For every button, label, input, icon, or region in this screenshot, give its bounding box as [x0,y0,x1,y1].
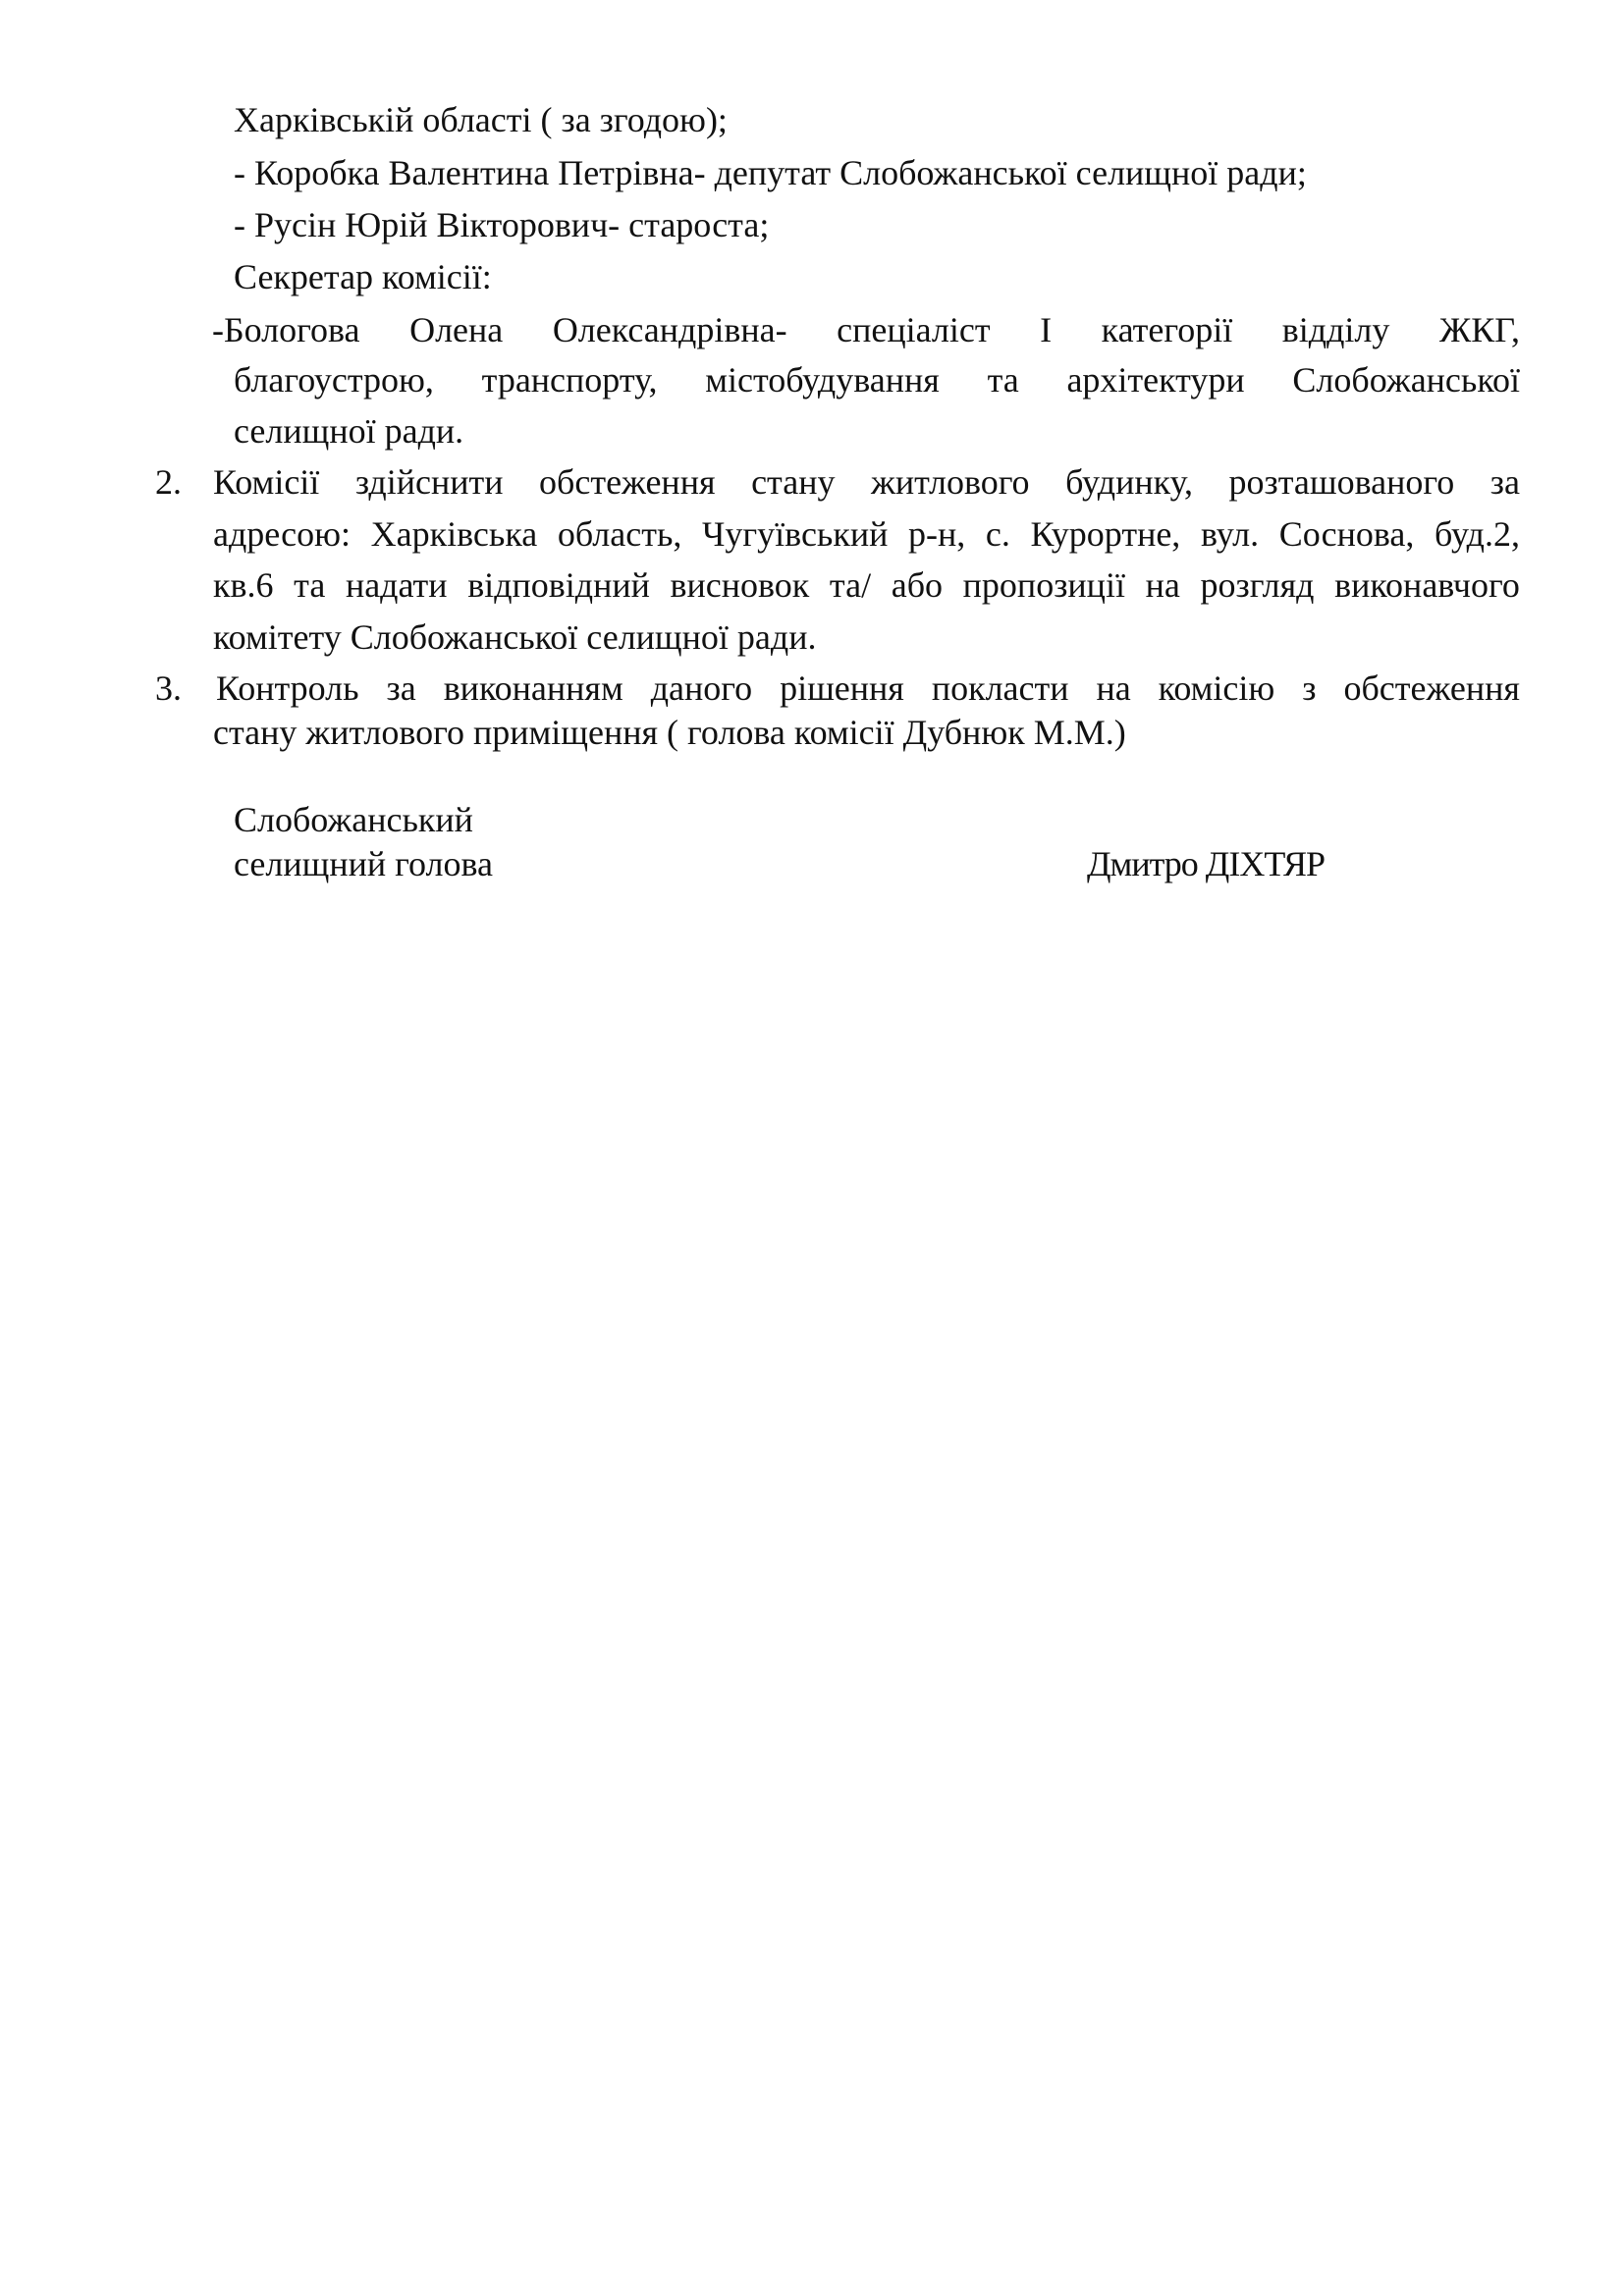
word: відділу [1281,310,1390,349]
word: рішення [780,668,904,708]
word: вул. [1200,514,1260,554]
word: кв.6 [213,565,274,605]
word: Курортне, [1030,514,1181,554]
word: І [1040,310,1053,349]
word: та [987,360,1019,400]
signature-title-line-1: Слобожанський [234,800,473,839]
word: будинку, [1065,462,1193,502]
word: пропозиції [962,565,1125,605]
item-3-number: 3. [155,668,182,708]
word: покласти [931,668,1069,708]
word: -Бологова [212,310,360,349]
word: з [1302,668,1317,708]
signature-name: Дмитро ДІХТЯР [1087,844,1325,883]
word: розташованого [1228,462,1455,502]
word: спеціаліст [837,310,991,349]
item-3-line-1 [216,670,1520,706]
item-3-line-2: стану житлового приміщення ( голова комісії Дубнюк М.М.) [213,713,1126,752]
word: або [891,565,944,605]
word: надати [345,565,448,605]
word: область, [557,514,682,554]
signature-title-line-2: селищний голова [234,844,494,883]
word: буд.2, [1435,514,1520,554]
word: Комісії [213,462,320,502]
secretary-line-2 [234,362,1520,398]
word: Чугуївський [702,514,889,554]
word: стану [751,462,836,502]
word: висновок [670,565,810,605]
item-2-line-4: комітету Слобожанської селищної ради. [213,617,817,657]
word: даного [650,668,753,708]
word: Контроль [216,668,359,708]
word: обстеження [1343,668,1520,708]
members-continuation: Харківській області ( за згодою); [234,100,728,139]
secretary-heading: Секретар комісії: [234,257,492,296]
word: с. [985,514,1010,554]
word: виконавчого [1334,565,1520,605]
word: адресою: [213,514,352,554]
item-2-number: 2. [155,462,182,502]
word: на [1145,565,1180,605]
word: виконанням [443,668,623,708]
word: містобудування [705,360,940,400]
word: житлового [871,462,1030,502]
word: та/ [829,565,872,605]
word: та [294,565,326,605]
word: за [386,668,416,708]
word: ЖКГ, [1438,310,1520,349]
item-2-line-3 [213,567,1520,603]
word: здійснити [354,462,504,502]
member-rusin: - Русін Юрій Вікторович- староста; [234,205,770,244]
word: на [1096,668,1131,708]
secretary-line-3: селищної ради. [234,411,464,451]
word: транспорту, [481,360,658,400]
word: архітектури [1066,360,1245,400]
word: за [1489,462,1520,502]
member-korobka: - Коробка Валентина Петрівна- депутат Слобожанської селищної ради; [234,153,1307,192]
word: р-н, [908,514,966,554]
word: благоустрою, [234,360,434,400]
word: Олена [409,310,504,349]
word: Соснова, [1278,514,1415,554]
word: відповідний [467,565,650,605]
word: Слобожанської [1292,360,1520,400]
word: категорії [1101,310,1233,349]
word: розгляд [1200,565,1315,605]
item-2-line-1 [213,464,1520,500]
word: обстеження [539,462,716,502]
secretary-line-1 [212,312,1520,347]
word: Олександрівна- [552,310,787,349]
item-2-line-2 [213,516,1520,552]
word: Харківська [370,514,538,554]
word: комісію [1158,668,1275,708]
